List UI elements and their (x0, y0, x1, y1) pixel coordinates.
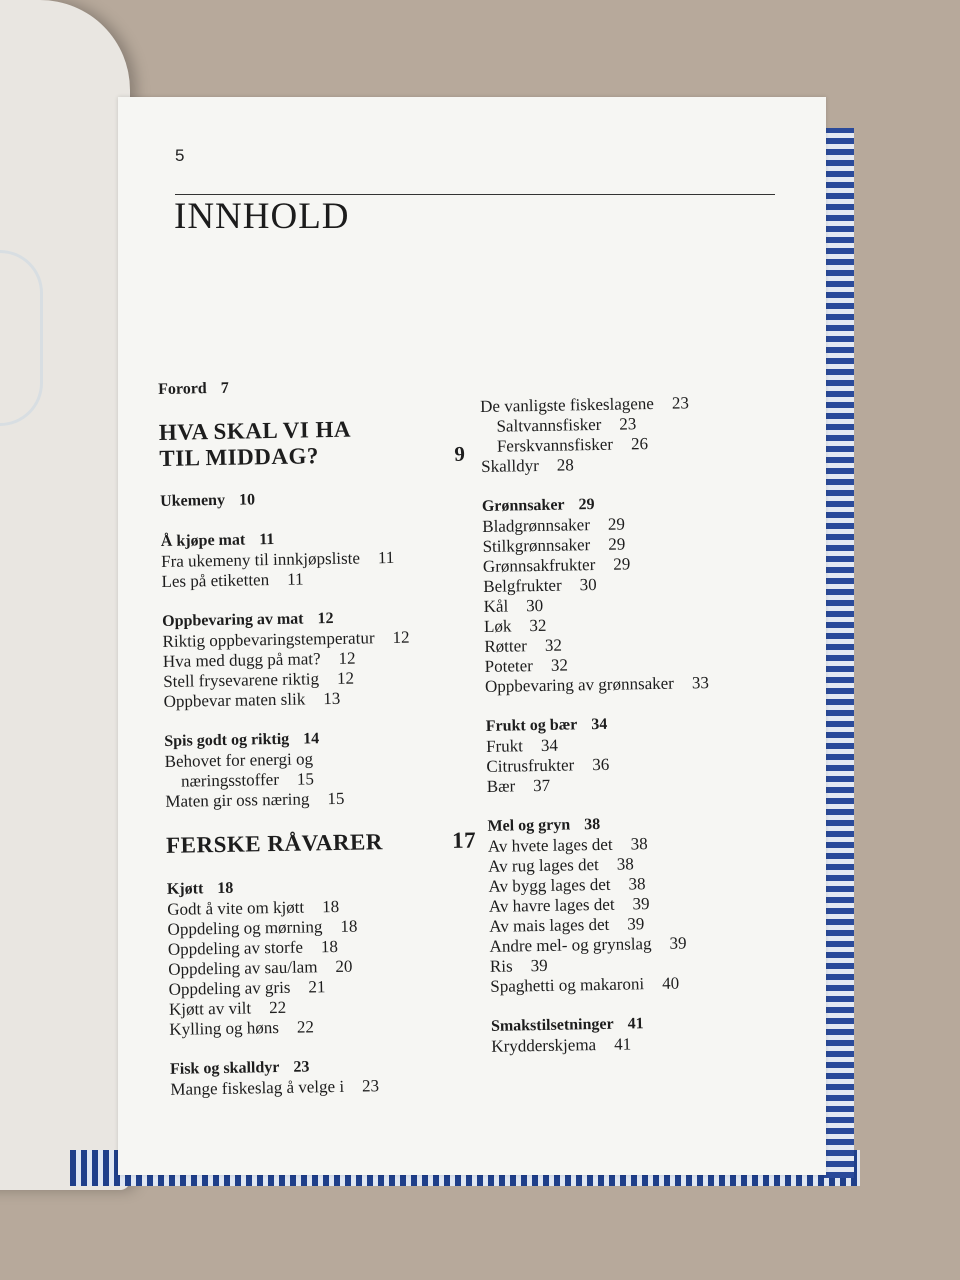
toc-entry[interactable]: Av bygg lages det 38 (488, 874, 646, 896)
toc-entry[interactable]: Ris 39 (489, 955, 548, 976)
toc-section-mel[interactable]: Mel og gryn 38 (487, 815, 601, 835)
book-edge-right (824, 128, 854, 1178)
toc-entry[interactable]: Maten gir oss næring 15 (165, 788, 345, 811)
toc-entry-ferskvann[interactable]: Ferskvannsfisker 26 (496, 434, 649, 456)
toc-entry[interactable]: Av rug lages det 38 (488, 854, 634, 876)
toc-section-spis[interactable]: Spis godt og riktig 14 (164, 730, 320, 750)
toc-entry[interactable]: Hva med dugg på mat? 12 (162, 648, 356, 671)
contents-page (118, 97, 826, 1175)
toc-entry[interactable]: Oppdeling av sau/lam 20 (168, 956, 353, 979)
toc-entry[interactable]: Kjøtt av vilt 22 (168, 997, 287, 1019)
page-number: 5 (175, 146, 185, 165)
toc-entry[interactable]: Behovet for energi og (164, 749, 314, 771)
toc-entry[interactable]: Belgfrukter 30 (483, 574, 597, 596)
toc-section-smak[interactable]: Smakstilsetninger 41 (490, 1015, 644, 1035)
toc-entry[interactable]: Bladgrønnsaker 29 (482, 514, 626, 536)
toc-entry[interactable]: Poteter 32 (484, 655, 569, 676)
toc-section-frukt[interactable]: Frukt og bær 34 (485, 715, 608, 735)
toc-section-oppbevaring[interactable]: Oppbevaring av mat 12 (162, 609, 334, 630)
part-1-page: 9 (454, 441, 466, 466)
toc-entry[interactable]: Spaghetti og makaroni 40 (490, 973, 680, 996)
part-2-page: 17 (451, 827, 477, 853)
left-page-illustration (0, 250, 43, 426)
toc-entry-forord[interactable]: Forord 7 (158, 379, 229, 398)
toc-entry[interactable]: Mange fiskeslag å velge i 23 (170, 1076, 380, 1099)
toc-entry-skalldyr[interactable]: Skalldyr 28 (481, 455, 574, 476)
toc-entry[interactable]: Av hvete lages det 38 (487, 834, 648, 856)
toc-entry[interactable]: Kylling og høns 22 (169, 1017, 315, 1039)
toc-entry[interactable]: Stell frysevarene riktig 12 (163, 668, 355, 691)
toc-entry-ukemeny[interactable]: Ukemeny 10 (159, 491, 256, 510)
toc-entry[interactable]: Grønnsakfrukter 29 (482, 554, 631, 576)
toc-section-kjope-mat[interactable]: Å kjøpe mat 11 (160, 530, 275, 550)
toc-part-2[interactable]: FERSKE RÅVARER 17 (165, 827, 477, 858)
toc-entry[interactable]: Stilkgrønnsaker 29 (482, 534, 626, 556)
toc-entry[interactable]: Frukt 34 (485, 735, 559, 756)
toc-entry[interactable]: Av havre lages det 39 (488, 894, 650, 916)
toc-entry-saltvann[interactable]: Saltvannsfisker 23 (496, 414, 637, 436)
toc-section-kjott[interactable]: Kjøtt 18 (166, 879, 234, 898)
toc-section-fisk[interactable]: Fisk og skalldyr 23 (169, 1058, 310, 1078)
toc-entry[interactable]: Andre mel- og grynslag 39 (489, 933, 687, 956)
toc-entry[interactable]: Av mais lages det 39 (489, 914, 645, 936)
toc-right-column (480, 392, 791, 1057)
part-1-title-line-2: TIL MIDDAG? (159, 443, 320, 471)
toc-entry[interactable]: Fra ukemeny til innkjøpsliste 11 (161, 547, 395, 571)
toc-part-1[interactable] (159, 415, 466, 472)
page-heading: INNHOLD (174, 196, 350, 237)
toc-entry[interactable]: Les på etiketten 11 (161, 569, 304, 591)
toc-section-gronnsaker[interactable]: Grønnsaker 29 (481, 496, 595, 515)
toc-entry[interactable]: Oppbevaring av grønnsaker 33 (484, 673, 710, 696)
left-page (0, 0, 130, 1190)
toc-entry[interactable]: Riktig oppbevaringstemperatur 12 (162, 627, 410, 651)
toc-entry[interactable]: Røtter 32 (484, 635, 563, 656)
toc-entry[interactable]: Oppbevar maten slik 13 (163, 688, 341, 711)
toc-entry[interactable]: Løk 32 (483, 615, 547, 636)
toc-entry[interactable]: Krydderskjema 41 (491, 1034, 632, 1056)
toc-entry[interactable]: Oppdeling og mørning 18 (167, 916, 358, 939)
toc-entry-continuation[interactable]: næringsstoffer 15 (180, 769, 315, 791)
toc-entry[interactable]: Bær 37 (486, 775, 551, 796)
toc-left-column (158, 375, 481, 1100)
toc-entry[interactable]: Oppdeling av storfe 18 (167, 936, 339, 959)
toc-entry-fiskeslag[interactable]: De vanligste fiskeslagene 23 (480, 393, 690, 416)
toc-entry[interactable]: Kål 30 (483, 595, 544, 616)
toc-entry[interactable]: Godt å vite om kjøtt 18 (167, 896, 340, 919)
part-1-title-line-1: HVA SKAL VI HA (158, 416, 352, 445)
toc-entry[interactable]: Oppdeling av gris 21 (168, 977, 326, 999)
toc-entry[interactable]: Citrusfrukter 36 (486, 754, 610, 776)
